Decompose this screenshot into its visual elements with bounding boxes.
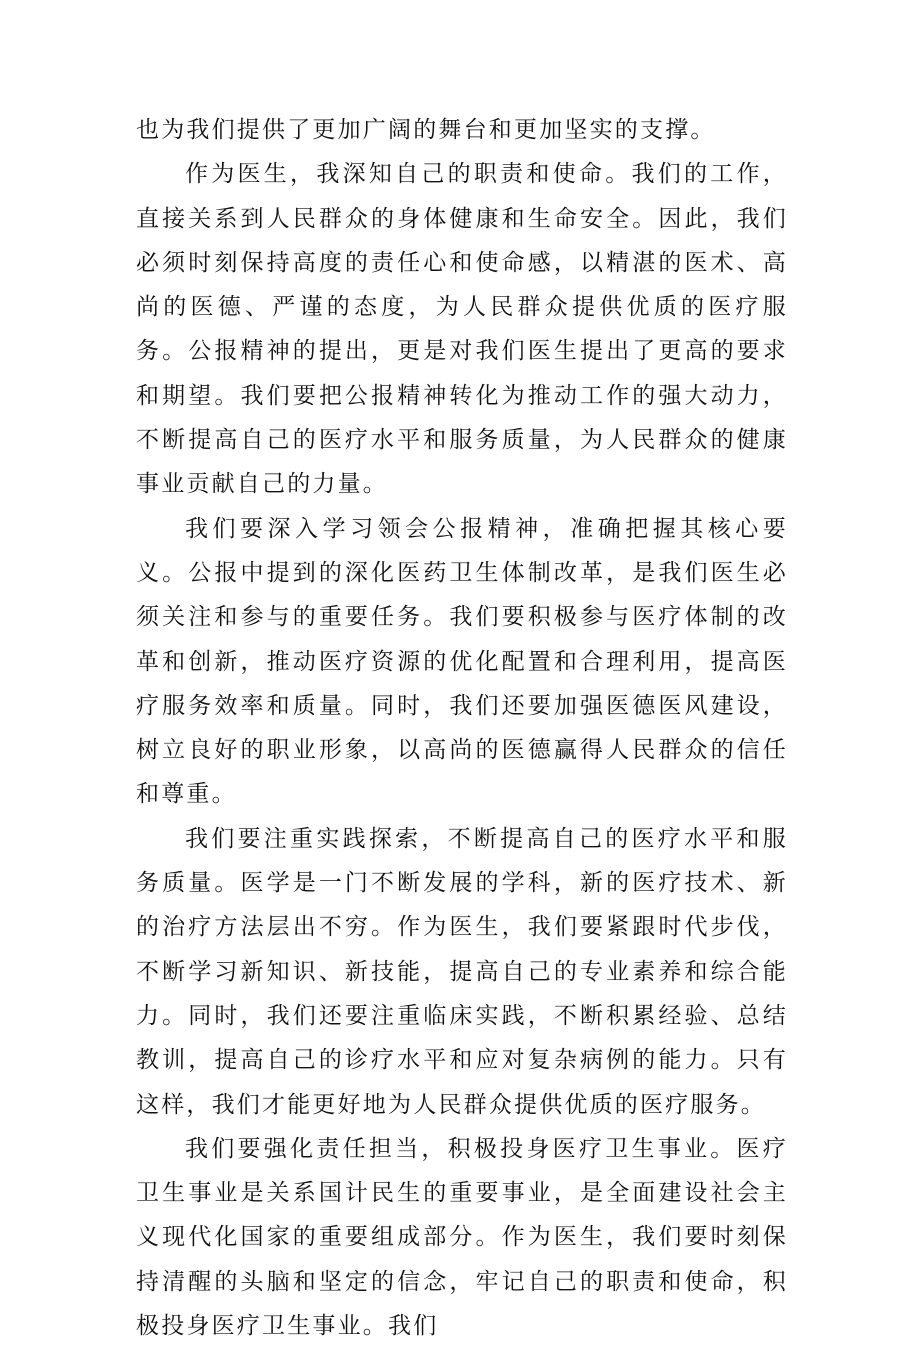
paragraph-study-communique: 我们要深入学习领会公报精神，准确把握其核心要义。公报中提到的深化医药卫生体制改革，是我们医生必须关注和参与的重要任务。我们要积极参与医疗体制的改革和创新，推动医疗资源的优化配置和合理利用，提高医疗服务效率和质量。同时，我们还要加强医德医风建设，树立良好的职业形象，以高尚的医德赢得人民群众的信任和尊重。	[136, 515, 788, 808]
document-body	[136, 108, 788, 1348]
paragraph-practice-exploration: 我们要注重实践探索，不断提高自己的医疗水平和服务质量。医学是一门不断发展的学科，新的医疗技术、新的治疗方法层出不穷。作为医生，我们要紧跟时代步伐，不断学习新知识、新技能，提高自己的专业素养和综合能力。同时，我们还要注重临床实践，不断积累经验、总结教训，提高自己的诊疗水平和应对复杂病例的能力。只有这样，我们才能更好地为人民群众提供优质的医疗服务。	[136, 825, 788, 1118]
paragraph-doctor-duty: 作为医生，我深知自己的职责和使命。我们的工作，直接关系到人民群众的身体健康和生命安全。因此，我们必须时刻保持高度的责任心和使命感，以精湛的医术、高尚的医德、严谨的态度，为人民群众提供优质的医疗服务。公报精神的提出，更是对我们医生提出了更高的要求和期望。我们要把公报精神转化为推动工作的强大动力，不断提高自己的医疗水平和服务质量，为人民群众的健康事业贡献自己的力量。	[136, 161, 788, 498]
paragraph-responsibility: 我们要强化责任担当，积极投身医疗卫生事业。医疗卫生事业是关系国计民生的重要事业，是全面建设社会主义现代化国家的重要组成部分。作为医生，我们要时刻保持清醒的头脑和坚定的信念，牢记自己的职责和使命，积极投身医疗卫生事业。我们	[136, 1135, 788, 1340]
paragraph-continuation: 也为我们提供了更加广阔的舞台和更加坚实的支撑。	[136, 117, 716, 143]
